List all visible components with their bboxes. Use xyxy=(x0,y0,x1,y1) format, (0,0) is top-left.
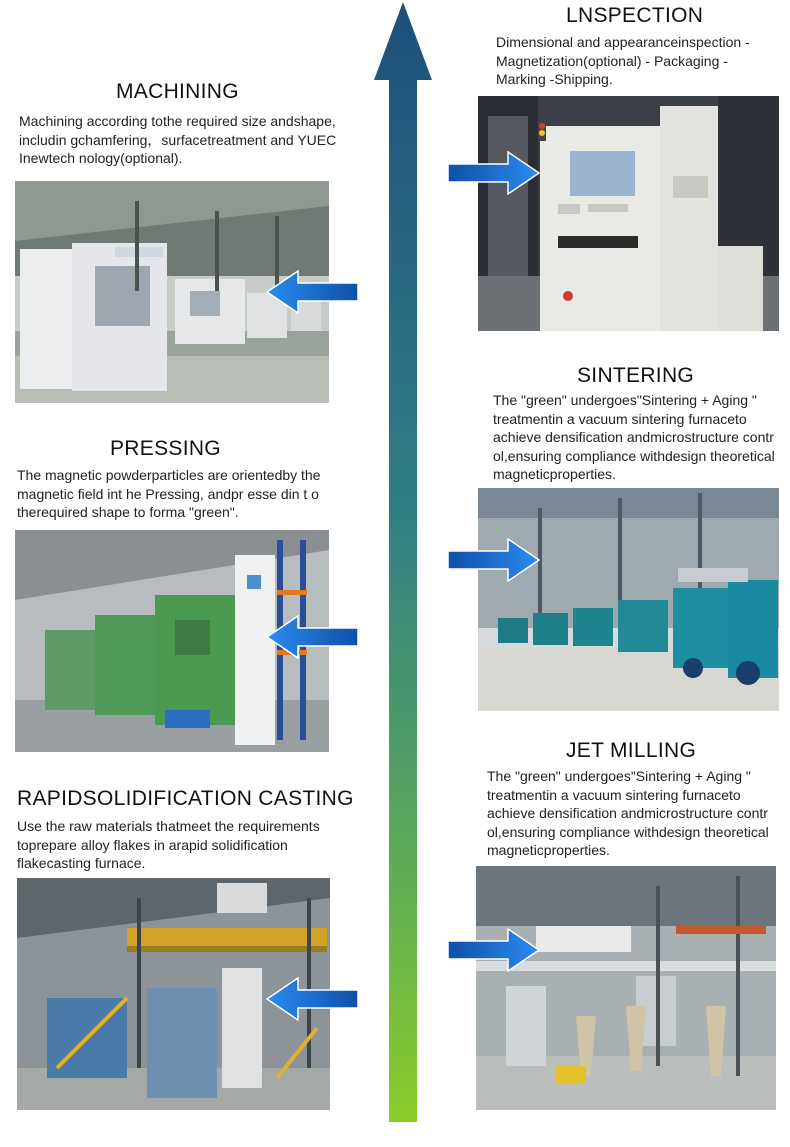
pointer-arrow-sintering xyxy=(448,538,540,582)
step-desc-machining: Machining according tothe required size andshape, includin gchamfering，surfacetreatment and YUEC Inewtech nology(optional). xyxy=(19,113,337,166)
step-desc-inspection: Dimensional and appearanceinspection - Magnetization(optional) - Packaging - Marking -Shipping. xyxy=(496,34,750,87)
step-title-sintering: SINTERING xyxy=(577,364,695,387)
step-title-pressing: PRESSING xyxy=(110,437,221,460)
pointer-arrow-pressing xyxy=(266,615,358,659)
step-desc-jet-milling: The "green" undergoes"Sintering + Aging " treatmentin a vacuum sintering furnaceto achieve densification andmicrostructure contr ol,ensuring compliance withdesign theoretical magneticproperties. xyxy=(487,768,769,858)
step-desc-sintering: The "green" undergoes"Sintering + Aging " treatmentin a vacuum sintering furnaceto achieve densification andmicrostructure contr ol,ensuring compliance withdesign theoretical magneticproperties. xyxy=(493,392,775,482)
sintering-photo xyxy=(478,488,779,711)
pointer-arrow-jet-milling xyxy=(448,928,540,972)
process-flow-arrow xyxy=(372,0,434,1125)
step-title-inspection: LNSPECTION xyxy=(566,4,704,27)
step-title-machining: MACHINING xyxy=(116,80,239,103)
pointer-arrow-casting xyxy=(266,977,358,1021)
pointer-arrow-inspection xyxy=(448,151,540,195)
step-title-casting: RAPIDSOLIDIFICATION CASTING xyxy=(17,787,354,810)
step-desc-casting: Use the raw materials thatmeet the requirements toprepare alloy flakes in arapid solidification flakecasting furnace. xyxy=(17,818,320,871)
jet-milling-photo xyxy=(476,866,776,1110)
inspection-photo xyxy=(478,96,779,331)
step-desc-pressing: The magnetic powderparticles are orientedby the magnetic field int he Pressing, andpr esse din t o therequired shape to forma "green". xyxy=(17,467,321,520)
pointer-arrow-machining xyxy=(266,270,358,314)
step-title-jet-milling: JET MILLING xyxy=(566,739,697,762)
